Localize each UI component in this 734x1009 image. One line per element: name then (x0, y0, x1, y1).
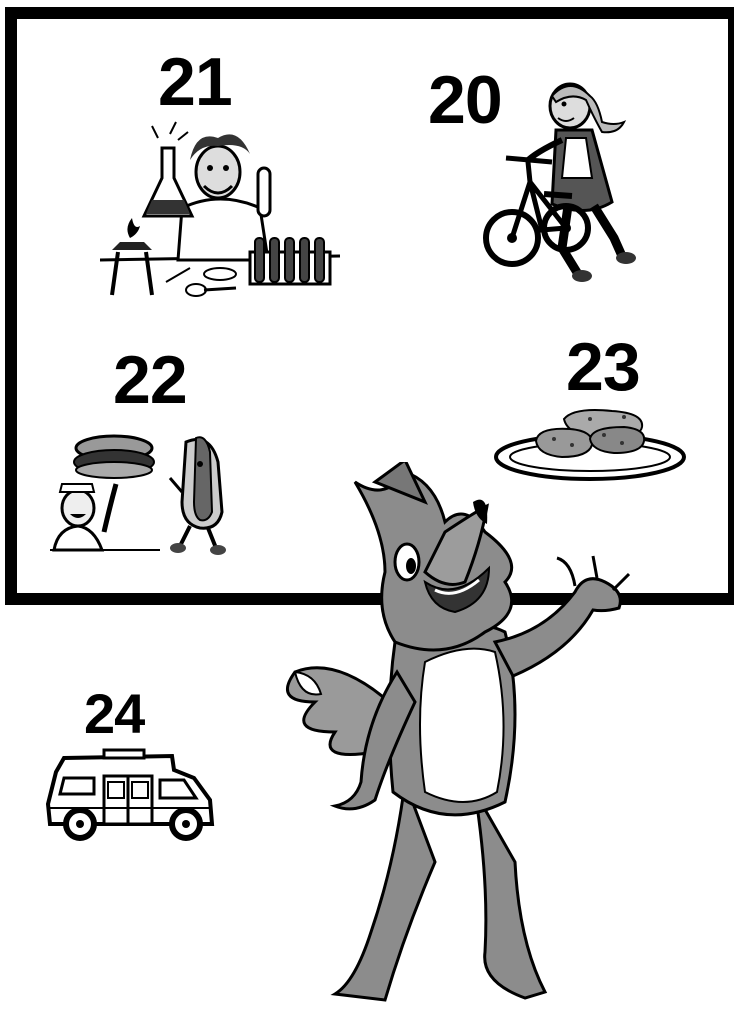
camper-van-icon (44, 748, 219, 843)
hotdog-vendor-icon (50, 422, 240, 557)
number-21: 21 (158, 44, 232, 120)
woman-walking-bicycle-icon (482, 78, 652, 293)
number-20: 20 (428, 62, 502, 138)
fox-mascot (275, 462, 630, 1007)
scientist-icon (100, 120, 345, 300)
number-22: 22 (113, 342, 187, 418)
number-24: 24 (84, 682, 145, 745)
number-23: 23 (566, 329, 640, 405)
